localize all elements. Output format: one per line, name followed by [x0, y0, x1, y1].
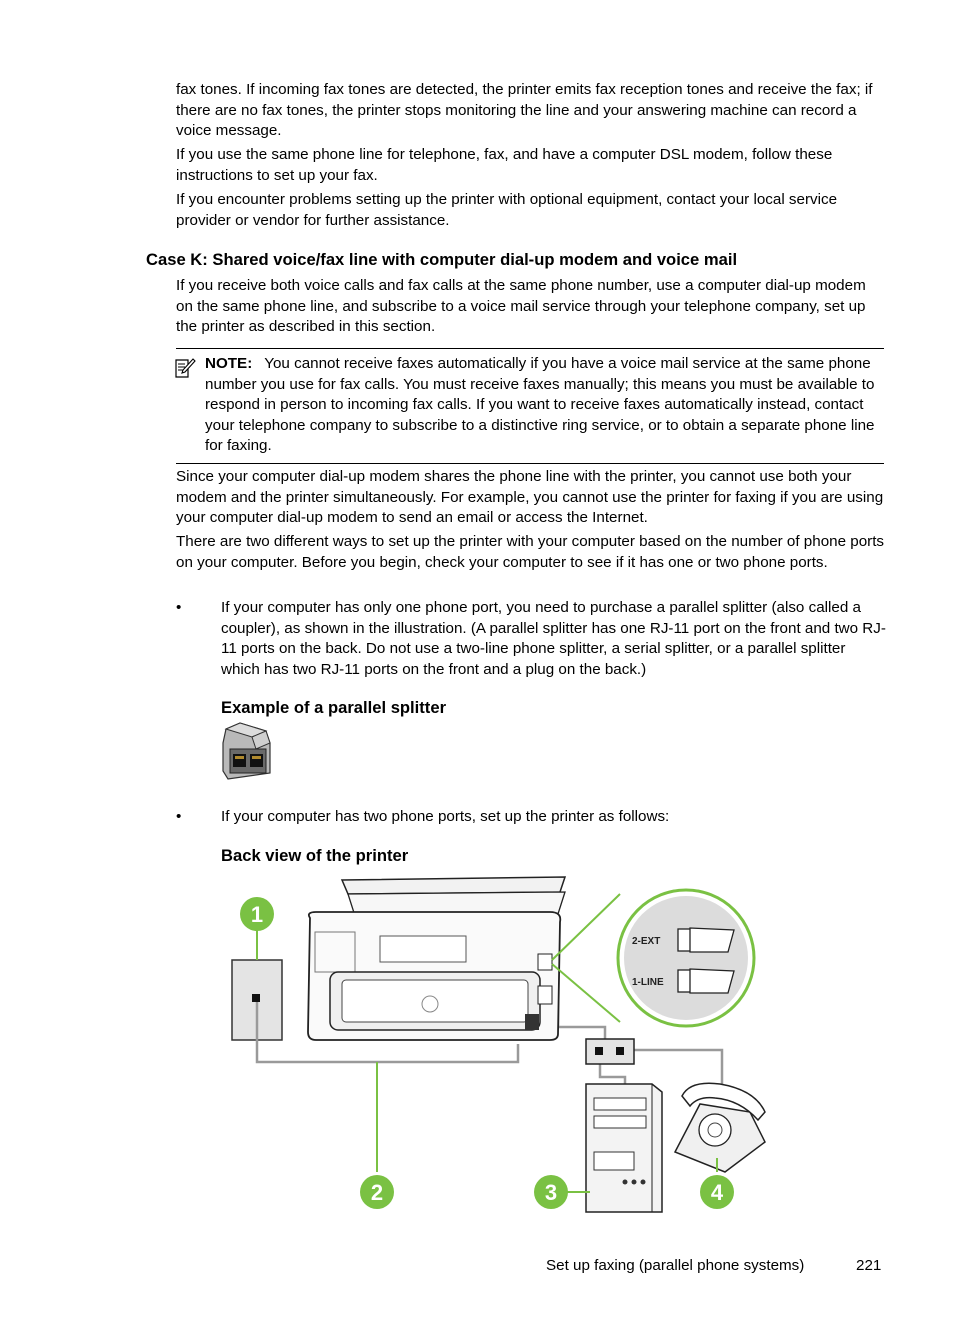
- note-box: [205, 354, 885, 457]
- printer-setup-diagram: [220, 872, 780, 1217]
- note-label: NOTE:: [205, 355, 253, 372]
- callout-1-label: 1: [250, 902, 264, 927]
- callout-3-label: 3: [544, 1180, 558, 1205]
- telephone: [675, 1083, 765, 1172]
- splitter-caption: Example of a parallel splitter: [221, 698, 447, 717]
- footer-title: Set up faxing (parallel phone systems): [546, 1257, 805, 1274]
- note-top-rule: [176, 348, 884, 349]
- port-label-line: 1-LINE: [632, 977, 664, 988]
- bullet-text-2: If your computer has two phone ports, set up the printer as follows:: [221, 808, 670, 825]
- note-text: You cannot receive faxes automatically if you have a voice mail service at the same phone number you use for fax calls. You must receive faxes manually; this means you must be available to respond in person to incoming fax calls. If you want to receive faxes automatically instead, contact your telephone company to subscribe to a distinctive ring service, or to obtain a separate phone line for faxing.: [205, 355, 875, 454]
- intro-paragraph-2: If you use the same phone line for telephone, fax, and have a computer DSL modem, follow these instructions to set up your fax.: [176, 146, 833, 184]
- section-heading: Case K: Shared voice/fax line with computer dial-up modem and voice mail: [146, 250, 738, 269]
- port-zoom: [552, 890, 754, 1026]
- body-paragraph-2: There are two different ways to set up the printer with your computer based on the number of phone ports on your computer. Before you begin, check your computer to see if it has one or two phone ports.: [176, 533, 885, 571]
- callout-2-label: 2: [370, 1180, 384, 1205]
- printer-caption: Back view of the printer: [221, 846, 409, 865]
- splitter-box: [586, 1039, 634, 1064]
- parallel-splitter-image: [220, 721, 272, 781]
- callout-4-label: 4: [710, 1180, 724, 1205]
- section-paragraph: If you receive both voice calls and fax calls at the same phone number, use a computer dial-up modem on the same phone line, and subscribe to a voice mail service through your telephone company, set up the printer as described in this section.: [176, 277, 866, 335]
- bullet-text-1: If your computer has only one phone port, you need to purchase a parallel splitter (also called a coupler), as shown in the illustration. (A parallel splitter has one RJ-11 port on the front and two RJ-11 ports on the back. Do not use a two-line phone splitter, a serial splitter, or a parallel splitter which has two RJ-11 ports on the front and a plug on the back.): [221, 599, 886, 678]
- body-paragraph-1: Since your computer dial-up modem shares the phone line with the printer, you cannot use both your modem and the printer simultaneously. For example, you cannot use the printer for faxing if you are using your computer dial-up modem to send an email or access the Internet.: [176, 468, 884, 526]
- printer-back: [308, 877, 565, 1040]
- computer-tower: [586, 1084, 662, 1212]
- port-label-ext: 2-EXT: [632, 936, 661, 947]
- intro-paragraph-1: fax tones. If incoming fax tones are detected, the printer emits fax reception tones and receive the fax; if there are no fax tones, the printer stops monitoring the line and your answering machine can record a voice message.: [176, 81, 873, 139]
- bullet-mark-1: •: [176, 599, 182, 616]
- note-icon: [174, 357, 196, 379]
- page-number: 221: [856, 1257, 882, 1274]
- note-bottom-rule: [176, 463, 884, 464]
- bullet-mark-2: •: [176, 808, 182, 825]
- intro-paragraph-3: If you encounter problems setting up the printer with optional equipment, contact your local service provider or vendor for further assistance.: [176, 191, 838, 229]
